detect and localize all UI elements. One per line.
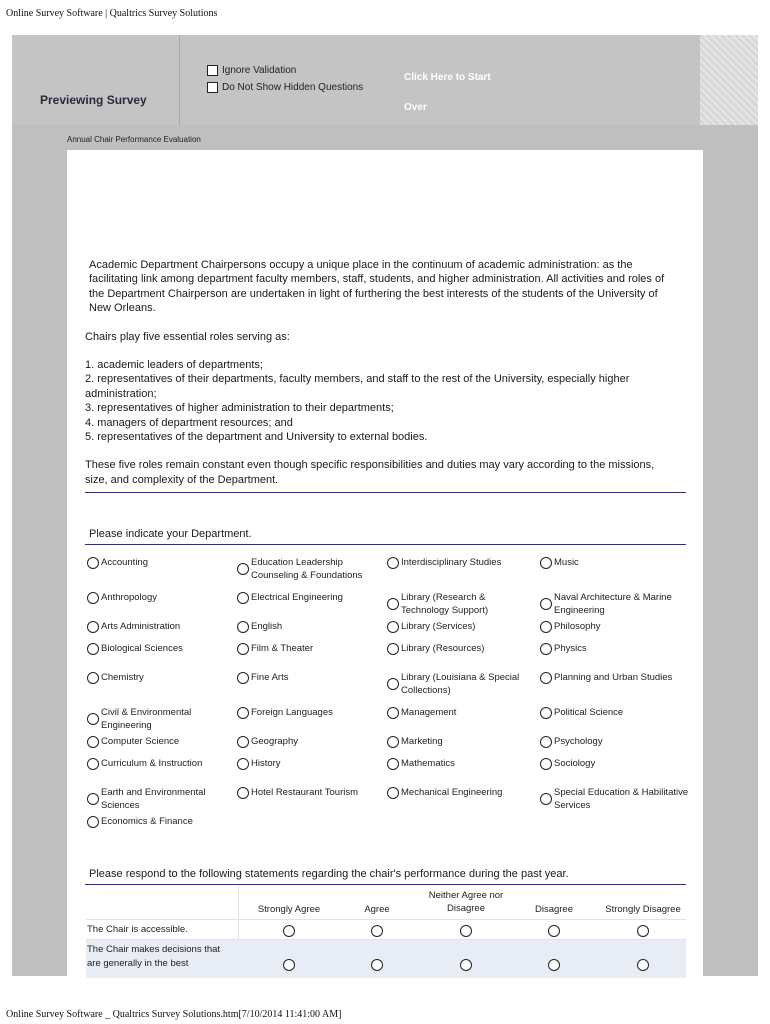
department-option[interactable] — [87, 642, 183, 655]
department-option[interactable] — [387, 735, 443, 748]
department-radio[interactable] — [87, 621, 99, 633]
department-radio[interactable] — [540, 643, 552, 655]
department-option[interactable] — [237, 786, 358, 799]
department-radio[interactable] — [87, 672, 99, 684]
department-radio[interactable] — [540, 736, 552, 748]
department-label: Geography — [251, 736, 299, 747]
department-radio[interactable] — [540, 598, 552, 610]
department-option[interactable] — [87, 735, 179, 748]
department-label: Mechanical Engineering — [401, 787, 503, 798]
department-label: Sociology — [554, 758, 596, 769]
department-label: Library (Services) — [401, 621, 476, 632]
likert-radio[interactable] — [371, 959, 383, 971]
department-label: Political Science — [554, 707, 624, 718]
department-radio[interactable] — [87, 592, 99, 604]
department-label: Planning and Urban Studies — [554, 672, 673, 683]
department-option[interactable] — [540, 620, 600, 633]
department-radio[interactable] — [387, 758, 399, 770]
department-option[interactable] — [237, 556, 371, 582]
department-radio[interactable] — [87, 557, 99, 569]
department-option[interactable] — [540, 757, 595, 770]
statement-label: The Chair makes decisions that are generally in the best — [87, 944, 221, 969]
department-label: History — [251, 758, 281, 769]
department-option[interactable] — [540, 786, 694, 812]
department-label: Accounting — [101, 557, 149, 568]
role-item: 2. representatives of their departments, faculty members, and staff to the rest of the University, especially higher administration; — [85, 373, 630, 400]
department-radio[interactable] — [387, 707, 399, 719]
ignore-validation-option[interactable] — [207, 65, 296, 76]
department-label: Anthropology — [101, 592, 157, 603]
department-option[interactable] — [387, 556, 501, 569]
likert-radio[interactable] — [283, 925, 295, 937]
department-radio[interactable] — [87, 643, 99, 655]
department-radio[interactable] — [540, 621, 552, 633]
department-radio[interactable] — [237, 707, 249, 719]
department-option[interactable] — [87, 757, 202, 770]
role-item: 3. representatives of higher administration to their departments; — [85, 402, 394, 415]
department-radio[interactable] — [237, 787, 249, 799]
likert-radio[interactable] — [371, 925, 383, 937]
department-label: Naval Architecture & Marine Engineering — [554, 592, 672, 616]
department-radio[interactable] — [387, 598, 399, 610]
department-radio[interactable] — [540, 557, 552, 569]
department-label: Earth and Environmental Sciences — [101, 787, 206, 811]
department-label: Psychology — [554, 736, 603, 747]
department-label: Chemistry — [101, 672, 144, 683]
department-label: Electrical Engineering — [251, 592, 343, 603]
department-radio[interactable] — [387, 643, 399, 655]
start-over-link[interactable]: Click Here to Start — [404, 72, 491, 83]
department-radio[interactable] — [237, 621, 249, 633]
department-option[interactable] — [387, 706, 456, 719]
department-option[interactable] — [237, 735, 298, 748]
department-option[interactable] — [387, 786, 502, 799]
department-label: Hotel Restaurant Tourism — [251, 787, 359, 798]
scale-agree: Agree — [364, 904, 390, 915]
preview-title: Previewing Survey — [40, 93, 147, 107]
statement-label: The Chair is accessible. — [87, 924, 188, 935]
department-option[interactable] — [237, 642, 313, 655]
department-option[interactable] — [237, 620, 282, 633]
department-option[interactable] — [87, 706, 221, 732]
department-option[interactable] — [87, 556, 148, 569]
hide-hidden-questions-option[interactable] — [207, 82, 363, 93]
ignore-validation-label: Ignore Validation — [222, 65, 297, 76]
department-label: Physics — [554, 643, 587, 654]
intro-paragraph: Academic Department Chairpersons occupy a unique place in the continuum of academic administration: as the facilitating link among department faculty members, staff, students, and higher administration. All activities and roles of the Department Chairperson are undertaken in light of furthering the best interests of the students of the University of New Orleans. — [89, 259, 665, 315]
likert-radio[interactable] — [548, 959, 560, 971]
department-option[interactable] — [387, 620, 475, 633]
likert-radio[interactable] — [637, 925, 649, 937]
department-label: Music — [554, 557, 579, 568]
department-label: Library (Louisiana & Special Collections) — [401, 672, 520, 696]
department-option[interactable] — [540, 671, 672, 684]
department-option[interactable] — [387, 591, 521, 617]
department-label: Biological Sciences — [101, 643, 183, 654]
performance-question: Please respond to the following statements regarding the chair's performance during the past year. — [89, 868, 569, 880]
toolbar-divider — [179, 35, 180, 125]
row-divider — [86, 919, 686, 920]
question-rule — [85, 884, 686, 885]
question-rule — [85, 544, 686, 545]
scale-disagree: Disagree — [534, 904, 574, 915]
department-option[interactable] — [87, 591, 157, 604]
department-radio[interactable] — [540, 672, 552, 684]
department-label: Foreign Languages — [251, 707, 333, 718]
department-option[interactable] — [87, 815, 193, 828]
likert-radio[interactable] — [460, 959, 472, 971]
department-option[interactable] — [540, 735, 603, 748]
scale-strongly-disagree: Strongly Disagree — [605, 904, 681, 915]
likert-radio[interactable] — [548, 925, 560, 937]
department-option[interactable] — [237, 706, 333, 719]
likert-radio[interactable] — [460, 925, 472, 937]
department-radio[interactable] — [237, 643, 249, 655]
department-radio[interactable] — [237, 592, 249, 604]
department-radio[interactable] — [387, 557, 399, 569]
department-radio[interactable] — [540, 793, 552, 805]
department-option[interactable] — [237, 757, 281, 770]
department-option[interactable] — [87, 620, 180, 633]
preview-toolbar — [12, 35, 700, 125]
department-radio[interactable] — [237, 672, 249, 684]
department-label: Computer Science — [101, 736, 180, 747]
department-question: Please indicate your Department. — [89, 528, 252, 540]
department-radio[interactable] — [540, 758, 552, 770]
department-label: Economics & Finance — [101, 816, 193, 827]
department-option[interactable] — [237, 671, 289, 684]
department-radio[interactable] — [87, 758, 99, 770]
department-radio[interactable] — [87, 736, 99, 748]
department-label: Education Leadership Counseling & Foundations — [251, 557, 363, 581]
print-header: Online Survey Software | Qualtrics Survey Solutions — [6, 8, 218, 19]
department-option[interactable] — [540, 591, 694, 617]
department-radio[interactable] — [87, 713, 99, 725]
role-item: 4. managers of department resources; and — [85, 416, 293, 429]
department-label: Library (Resources) — [401, 643, 485, 654]
department-radio[interactable] — [387, 787, 399, 799]
department-radio[interactable] — [237, 736, 249, 748]
department-label: Philosophy — [554, 621, 601, 632]
intro-closing: These five roles remain constant even though specific responsibilities and duties may vary according to the missions, size, and complexity of the Department. — [85, 459, 655, 486]
department-option[interactable] — [540, 706, 623, 719]
department-option[interactable] — [87, 671, 144, 684]
department-radio[interactable] — [387, 736, 399, 748]
intro-roles-heading: Chairs play five essential roles serving as: — [85, 330, 290, 343]
ignore-validation-checkbox[interactable] — [207, 65, 218, 76]
department-option[interactable] — [540, 642, 587, 655]
department-label: Curriculum & Instruction — [101, 758, 203, 769]
intro-text — [85, 258, 675, 487]
department-option[interactable] — [237, 591, 343, 604]
department-option[interactable] — [87, 786, 221, 812]
department-radio[interactable] — [237, 563, 249, 575]
role-item: 1. academic leaders of departments; — [85, 359, 263, 372]
print-footer: Online Survey Software _ Qualtrics Survey Solutions.htm[7/10/2014 11:41:00 AM] — [6, 1009, 342, 1020]
department-option[interactable] — [387, 757, 455, 770]
department-label: Fine Arts — [251, 672, 289, 683]
toolbar-pattern — [700, 35, 758, 125]
likert-radio[interactable] — [283, 959, 295, 971]
department-option[interactable] — [387, 642, 484, 655]
department-radio[interactable] — [87, 793, 99, 805]
department-label: Library (Research & Technology Support) — [401, 592, 489, 616]
department-label: Mathematics — [401, 758, 455, 769]
department-label: English — [251, 621, 283, 632]
department-label: Film & Theater — [251, 643, 314, 654]
department-label: Special Education & Habilitative Services — [554, 787, 689, 811]
role-item: 5. representatives of the department and University to external bodies. — [85, 431, 428, 444]
department-label: Civil & Environmental Engineering — [101, 707, 192, 731]
department-radio[interactable] — [237, 758, 249, 770]
department-radio[interactable] — [387, 621, 399, 633]
department-label: Management — [401, 707, 457, 718]
department-label: Marketing — [401, 736, 443, 747]
survey-name: Annual Chair Performance Evaluation — [67, 135, 201, 144]
department-label: Arts Administration — [101, 621, 181, 632]
department-option[interactable] — [387, 671, 521, 697]
hide-hidden-questions-label: Do Not Show Hidden Questions — [222, 82, 364, 93]
start-over-link-line2[interactable]: Over — [404, 102, 427, 113]
scale-neutral: Neither Agree nor Disagree — [428, 890, 504, 914]
department-radio[interactable] — [87, 816, 99, 828]
hide-hidden-questions-checkbox[interactable] — [207, 82, 218, 93]
department-option[interactable] — [540, 556, 579, 569]
department-radio[interactable] — [387, 678, 399, 690]
section-rule — [85, 492, 686, 493]
scale-strongly-agree: Strongly Agree — [257, 904, 321, 915]
likert-radio[interactable] — [637, 959, 649, 971]
department-label: Interdisciplinary Studies — [401, 557, 502, 568]
department-radio[interactable] — [540, 707, 552, 719]
